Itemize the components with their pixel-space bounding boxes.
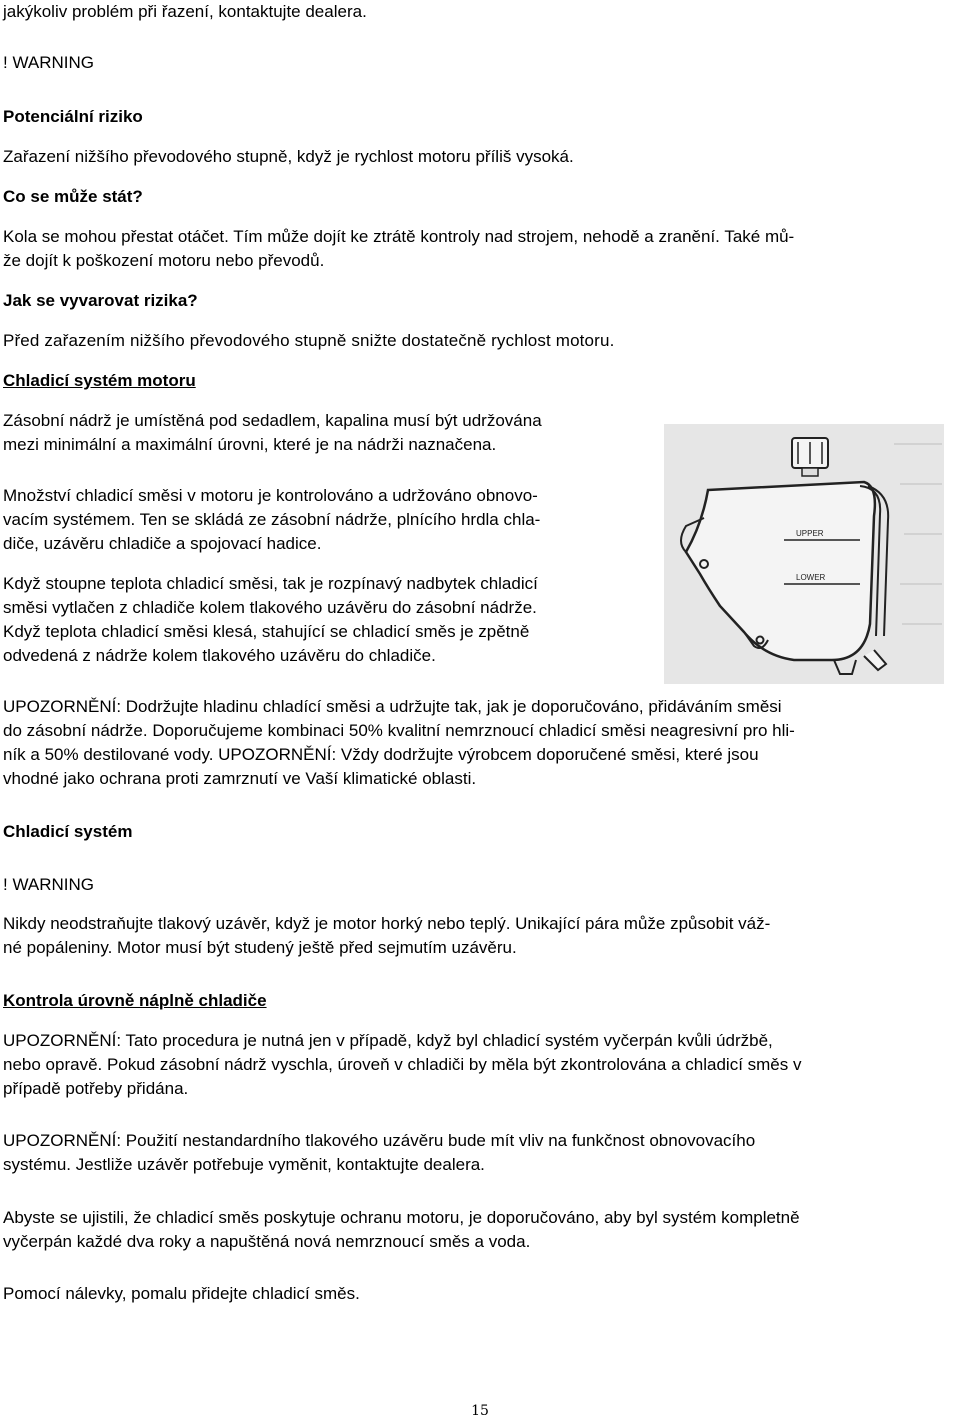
cooling-p2-line1: Množství chladicí směsi v motoru je kontrolováno a udržováno obnovo- (3, 486, 538, 505)
what-heading: Co se může stát? (3, 187, 143, 206)
level-notice2-line2: systému. Jestliže uzávěr potřebuje vyměnit, kontaktujte dealera. (3, 1155, 485, 1174)
notice1-line3: ník a 50% destilované vody. UPOZORNĚNÍ: Vždy dodržujte výrobcem doporučené směsi, které jsou (3, 745, 759, 764)
cooling-p3-line4: odvedená z nádrže kolem tlakového uzávěru do chladiče. (3, 646, 436, 665)
lower-label: LOWER (796, 573, 826, 582)
cooling-p3-line1: Když stoupne teplota chladicí směsi, tak je rozpínavý nadbytek chladicí (3, 574, 538, 593)
cooling-engine-heading: Chladicí systém motoru (3, 371, 196, 390)
risk-text: Zařazení nižšího převodového stupně, když je rychlost motoru příliš vysoká. (3, 147, 574, 166)
risk-heading: Potenciální riziko (3, 107, 143, 126)
coolant-tank-figure (664, 424, 944, 684)
what-text-line1: Kola se mohou přestat otáčet. Tím může dojít ke ztrátě kontroly nad strojem, nehodě a zranění. Také mů- (3, 227, 795, 246)
cooling-p3-line3: Když teplota chladicí směsi klesá, stahující se chladicí směs je zpětně (3, 622, 530, 641)
warning2-line1: Nikdy neodstraňujte tlakový uzávěr, když je motor horký nebo teplý. Unikající pára může způsobit váž- (3, 914, 771, 933)
level-notice1-line1: UPOZORNĚNÍ: Tato procedura je nutná jen v případě, když byl chladicí systém vyčerpán kvůli údržbě, (3, 1031, 773, 1050)
level-para2: Pomocí nálevky, pomalu přidejte chladicí směs. (3, 1284, 360, 1303)
cooling-p3-line2: směsi vytlačen z chladiče kolem tlakového uzávěru do zásobní nádrže. (3, 598, 537, 617)
level-para-line1: Abyste se ujistili, že chladicí směs poskytuje ochranu motoru, je doporučováno, aby byl systém kompletně (3, 1208, 800, 1227)
page-number: 15 (471, 1403, 489, 1419)
cooling-p2-line3: diče, uzávěru chladiče a spojovací hadice. (3, 534, 322, 553)
warning-label: ! WARNING (3, 53, 94, 72)
warning2-line2: né popáleniny. Motor musí být studený ještě před sejmutím uzávěru. (3, 938, 517, 957)
notice1-line2: do zásobní nádrže. Doporučujeme kombinaci 50% kvalitní nemrznoucí chladicí směsi neagresivní pro hli- (3, 721, 795, 740)
level-para-line2: vyčerpán každé dva roky a napuštěná nová nemrznoucí směs a voda. (3, 1232, 531, 1251)
level-notice1-line2: nebo opravě. Pokud zásobní nádrž vyschla, úroveň v chladiči by měla být zkontrolována a chladicí směs v (3, 1055, 802, 1074)
avoid-text: Před zařazením nižšího převodového stupně snižte dostatečně rychlost motoru. (3, 331, 615, 350)
what-text-line2: že dojít k poškození motoru nebo převodů. (3, 251, 325, 270)
notice1-line1: UPOZORNĚNÍ: Dodržujte hladinu chladící směsi a udržujte tak, jak je doporučováno, přidáváním směsi (3, 697, 782, 716)
cooling-system-heading: Chladicí systém (3, 822, 133, 841)
avoid-heading: Jak se vyvarovat rizika? (3, 291, 198, 310)
cooling-p1-line1: Zásobní nádrž je umístěná pod sedadlem, kapalina musí být udržována (3, 411, 542, 430)
level-notice1-line3: případě potřeby přidána. (3, 1079, 189, 1098)
upper-label: UPPER (796, 529, 824, 538)
level-notice2-line1: UPOZORNĚNÍ: Použití nestandardního tlakového uzávěru bude mít vliv na funkčnost obnovovacího (3, 1131, 756, 1150)
notice1-line4: vhodné jako ochrana proti zamrznutí ve Vaší klimatické oblasti. (3, 769, 477, 788)
cooling-p2-line2: vacím systémem. Ten se skládá ze zásobní nádrže, plnícího hrdla chla- (3, 510, 541, 529)
intro-line: jakýkoliv problém při řazení, kontaktujte dealera. (3, 2, 367, 21)
cooling-p1-line2: mezi minimální a maximální úrovni, které je na nádrži naznačena. (3, 435, 497, 454)
level-check-heading: Kontrola úrovně náplně chladiče (3, 991, 267, 1010)
warning2-label: ! WARNING (3, 875, 94, 894)
